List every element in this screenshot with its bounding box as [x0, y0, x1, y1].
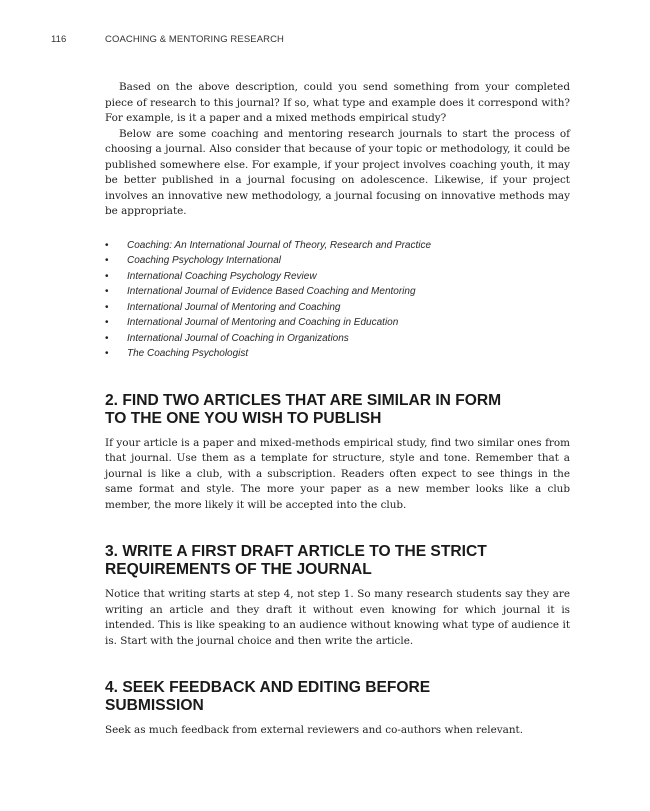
section-seek-feedback — [105, 679, 570, 739]
journal-title: The Coaching Psychologist — [127, 348, 249, 359]
bullet-icon: • — [105, 270, 109, 282]
journal-list-item — [105, 331, 570, 347]
page-body — [105, 80, 570, 739]
journal-list-item — [105, 346, 570, 362]
section-heading: 4. SEEK FEEDBACK AND EDITING BEFORE SUBMISSION — [105, 679, 431, 714]
journal-title: International Journal of Evidence Based Coaching and Mentoring — [127, 286, 416, 297]
journal-title: International Journal of Mentoring and Coaching — [127, 301, 341, 313]
bullet-icon: • — [105, 255, 109, 266]
journal-title: Coaching Psychology International — [127, 255, 281, 266]
journal-list-item — [105, 315, 570, 331]
bullet-icon: • — [105, 332, 109, 344]
journal-title: International Journal of Coaching in Organizations — [127, 332, 349, 344]
journal-title: International Coaching Psychology Review — [127, 270, 317, 282]
journal-title: Coaching: An International Journal of Theory, Research and Practice — [127, 239, 432, 251]
journal-list-item — [105, 284, 570, 300]
journal-list-item — [105, 300, 570, 316]
section-body: Notice that writing starts at step 4, not step 1. So many research students say they are writing an article and they draft it without even knowing for which journal it is intended. This is like speaking to an audience without knowing what type of audience it is. Start with the journal choice and then write the article. — [105, 588, 570, 647]
bullet-icon: • — [105, 286, 109, 297]
bullet-icon: • — [105, 301, 109, 313]
bullet-icon: • — [105, 348, 109, 359]
running-title: COACHING & MENTORING RESEARCH — [105, 34, 285, 45]
intro-paragraph-1: Based on the above description, could you send something from your completed piece of research to this journal? If so, what type and example does it correspond with? For example, is it a paper and a mixed methods empirical study? — [105, 81, 570, 124]
journal-list — [105, 238, 570, 362]
intro-paragraph-2: Below are some coaching and mentoring research journals to start the process of choosing a journal. Also consider that because of your topic or methodology, it could be published somewhere else. For example, if your project involves coaching youth, it may be better published in a journal focusing on adolescence. Likewise, if your project involves an innovative new methodology, a journal focusing on innovative methods may be appropriate. — [105, 127, 570, 217]
section-heading: 3. WRITE A FIRST DRAFT ARTICLE TO THE STRICT REQUIREMENTS OF THE JOURNAL — [105, 543, 487, 578]
section-body: Seek as much feedback from external reviewers and co-authors when relevant. — [105, 724, 523, 736]
section-body: If your article is a paper and mixed-methods empirical study, find two similar ones from that journal. Use them as a template for structure, style and tone. Remember that a journal is like a club, with a subscription. Readers often expect to see things in the same format and style. The more your paper as a new member looks like a club member, the more likely it will be accepted into the club. — [105, 436, 570, 511]
section-heading: 2. FIND TWO ARTICLES THAT ARE SIMILAR IN FORM TO THE ONE YOU WISH TO PUBLISH — [105, 391, 502, 427]
bullet-icon: • — [105, 317, 109, 328]
section-first-draft — [105, 543, 570, 649]
section-find-articles — [105, 392, 570, 514]
running-head — [0, 34, 650, 50]
journal-title: International Journal of Mentoring and Coaching in Education — [127, 317, 399, 328]
journal-list-item — [105, 269, 570, 285]
journal-list-item — [105, 238, 570, 254]
bullet-icon: • — [105, 239, 109, 251]
journal-list-item — [105, 253, 570, 269]
page-number: 116 — [51, 34, 67, 45]
